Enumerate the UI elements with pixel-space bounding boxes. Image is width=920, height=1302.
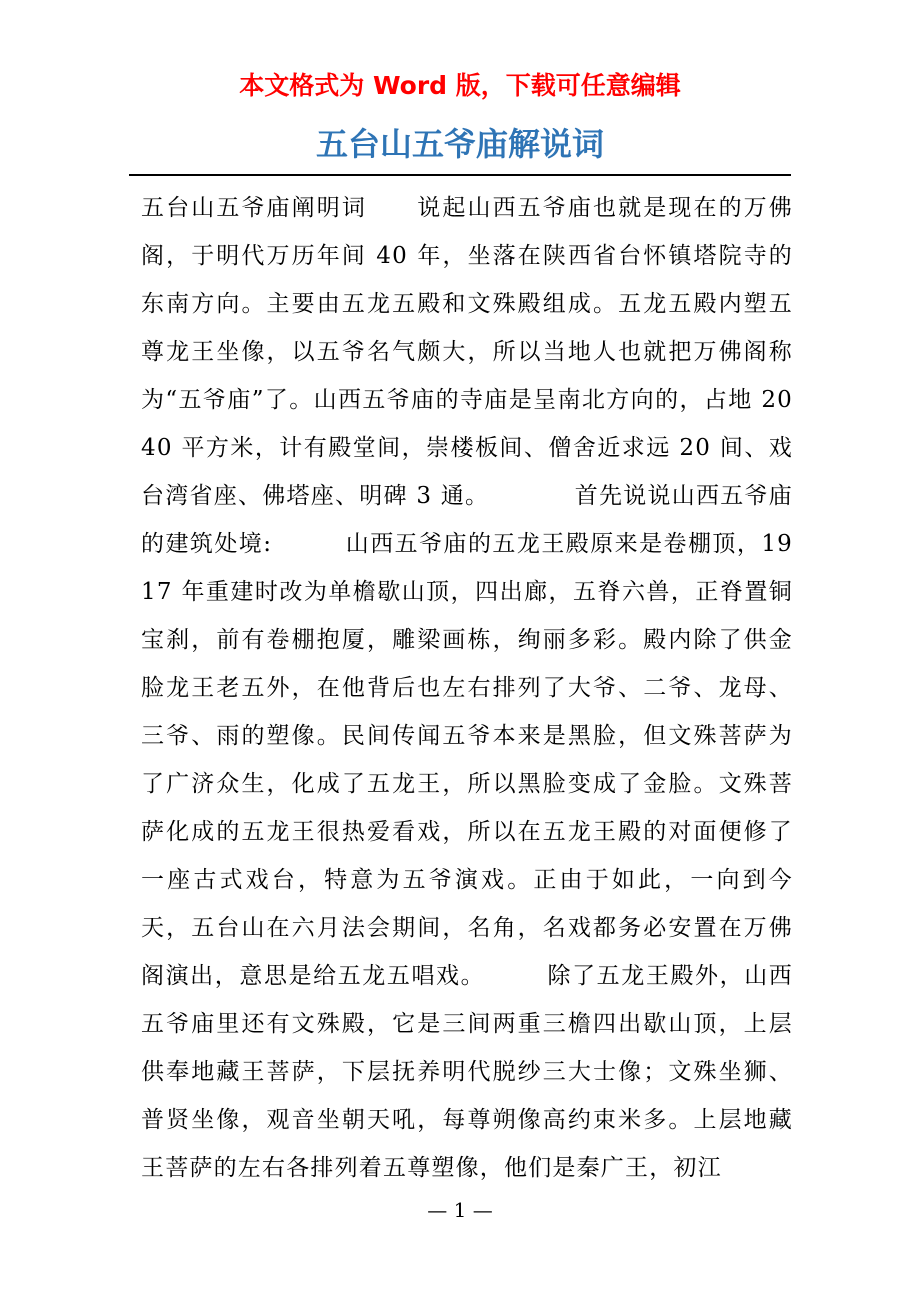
word-format-notice: 本文格式为 Word 版，下载可任意编辑 <box>239 71 681 100</box>
title-divider <box>129 174 791 176</box>
page-number: — 1 — <box>427 1198 493 1222</box>
body-paragraph: 五台山五爷庙阐明词 说起山西五爷庙也就是现在的万佛阁，于明代万历年间 40 年，坐落在陕西省台怀镇塔院寺的东南方向。主要由五龙五殿和文殊殿组成。五龙五殿内塑五尊龙王坐像，以五爷名气颇大，所以当地人也就把万佛阁称为“五爷庙”了。山西五爷庙的寺庙是呈南北方向的，占地 2040 平方米，计有殿堂间，崇楼板间、僧舍近求远 20 间、戏台湾省座、佛塔座、明碑 3 通。 首先说说山西五爷庙的建筑处境: 山西五爷庙的五龙王殿原来是卷棚顶，1917 年重建时改为单檐歇山顶，四出廊，五脊六兽，正脊置铜宝刹，前有卷棚抱厦，雕梁画栋，绚丽多彩。殿内除了供金脸龙王老五外，在他背后也左右排列了大爷、二爷、龙母、三爷、雨的塑像。民间传闻五爷本来是黑脸，但文殊菩萨为了广济众生，化成了五龙王，所以黑脸变成了金脸。文殊菩萨化成的五龙王很热爱看戏，所以在五龙王殿的对面便修了一座古式戏台，特意为五爷演戏。正由于如此，一向到今天，五台山在六月法会期间，名角，名戏都务必安置在万佛阁演出，意思是给五龙五唱戏。 除了五龙王殿外，山西五爷庙里还有文殊殿，它是三间两重三檐四出歇山顶，上层供奉地藏王菩萨，下层抚养明代脱纱三大士像；文殊坐狮、普贤坐像，观音坐朝天吼，每尊朔像高约束米多。上层地藏王菩萨的左右各排列着五尊塑像，他们是秦广王，初江 <box>141 195 793 1181</box>
document-title: 五台山五爷庙解说词 <box>315 125 604 163</box>
